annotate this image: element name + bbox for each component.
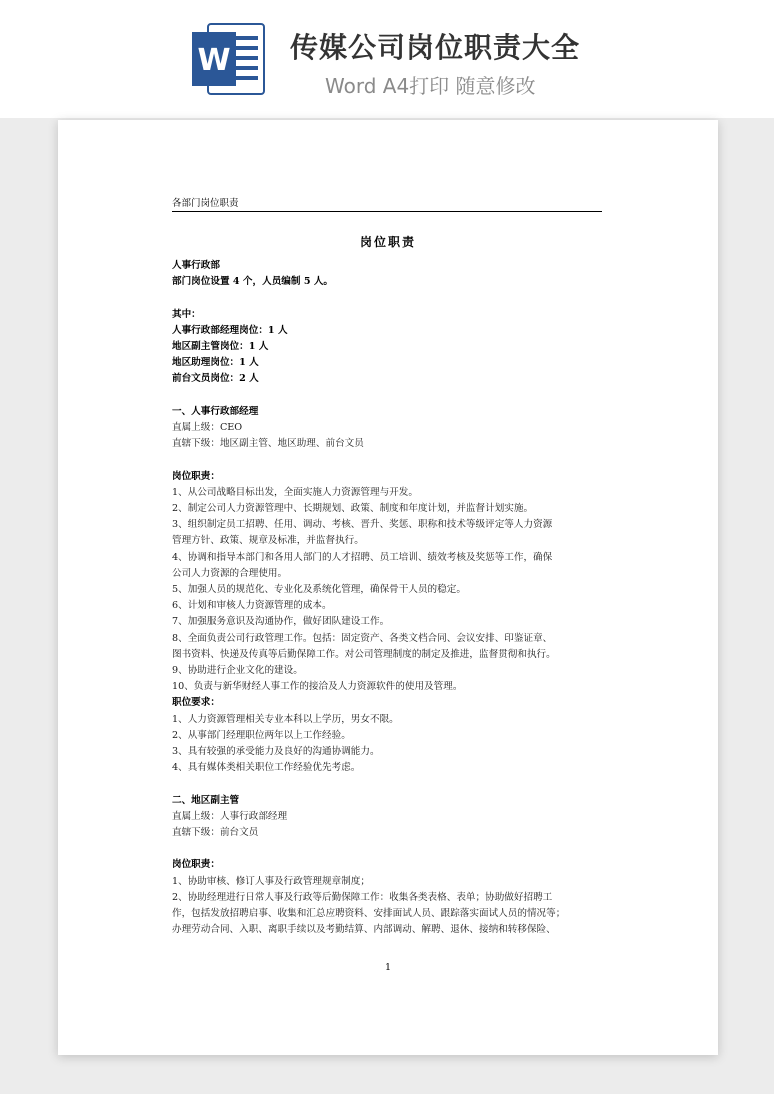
- word-icon-letter: W: [197, 43, 231, 78]
- text-line: 直属上级：人事行政部经理: [172, 810, 288, 822]
- word-document-icon: [190, 22, 266, 96]
- text-line: 8、全面负责公司行政管理工作。包括：固定资产、各类文档合同、会议安排、印鉴证章、: [172, 632, 553, 644]
- blank-line: [172, 452, 604, 468]
- blank-line: [172, 776, 604, 792]
- text-line: 4、具有媒体类相关职位工作经验优先考虑。: [172, 762, 361, 774]
- text-line: 10、负责与新华财经人事工作的接洽及人力资源软件的使用及管理。: [172, 681, 463, 693]
- text-line: 3、具有较强的承受能力及良好的沟通协调能力。: [172, 746, 380, 758]
- text-line: 3、组织制定员工招聘、任用、调动、考核、晋升、奖惩、职称和技术等级评定等人力资源: [172, 519, 553, 531]
- text-line: 4、协调和指导本部门和各用人部门的人才招聘、员工培训、绩效考核及奖惩等工作，确保: [172, 551, 553, 563]
- text-line: 直辖下级：前台文员: [172, 827, 259, 839]
- heading-line: 一、人事行政部经理: [172, 405, 259, 417]
- text-line: 5、加强人员的规范化、专业化及系统化管理，确保骨干人员的稳定。: [172, 584, 466, 596]
- text-line: 管理方针、政策、规章及标准，并监督执行。: [172, 535, 364, 547]
- document-body: [172, 258, 604, 938]
- document-page: [58, 120, 718, 1055]
- heading-line: 二、地区副主管: [172, 794, 240, 806]
- text-line: 7、加强服务意识及沟通协作，做好团队建设工作。: [172, 616, 390, 628]
- running-header: 各部门岗位职责: [172, 195, 602, 212]
- text-line: 直属上级：CEO: [172, 422, 243, 433]
- heading-line: 其中：: [172, 308, 201, 320]
- heading-line: 职位要求：: [172, 697, 220, 709]
- heading-line: 地区助理岗位：1 人: [172, 357, 259, 369]
- banner: [0, 0, 774, 118]
- blank-line: [172, 388, 604, 404]
- heading-line: 岗位职责：: [172, 470, 220, 482]
- page-number: 1: [384, 962, 392, 973]
- text-line: 1、协助审核、修订人事及行政管理规章制度；: [172, 875, 370, 887]
- text-line: 1、从公司战略目标出发，全面实施人力资源管理与开发。: [172, 486, 418, 498]
- heading-line: 人事行政部: [172, 260, 220, 271]
- heading-line: 部门岗位设置 4 个，人员编制 5 人。: [172, 276, 334, 288]
- heading-line: 人事行政部经理岗位：1 人: [172, 324, 288, 336]
- text-line: 6、计划和审核人力资源管理的成本。: [172, 600, 332, 612]
- heading-line: 前台文员岗位：2 人: [172, 373, 259, 385]
- blank-line: [172, 290, 604, 306]
- banner-title: 传媒公司岗位职责大全: [290, 31, 581, 64]
- text-line: 9、协助进行企业文化的建设。: [172, 665, 303, 677]
- heading-line: 地区副主管岗位：1 人: [172, 341, 269, 352]
- text-line: 2、制定公司人力资源管理中、长期规划、政策、制度和年度计划，并监督计划实施。: [172, 503, 534, 514]
- text-line: 2、从事部门经理职位两年以上工作经验。: [172, 729, 351, 741]
- blank-line: [172, 841, 604, 857]
- text-line: 1、人力资源管理相关专业本科以上学历，男女不限。: [172, 713, 399, 725]
- banner-subtitle: Word A4打印 随意修改: [325, 74, 536, 98]
- document-title: 岗位职责: [359, 235, 416, 249]
- text-line: 公司人力资源的合理使用。: [172, 567, 288, 579]
- text-line: 2、协助经理进行日常人事及行政等后勤保障工作：收集各类表格、表单；协助做好招聘工: [172, 891, 553, 903]
- text-line: 办理劳动合同、入职、离职手续以及考勤结算、内部调动、解聘、退休、接纳和转移保险、: [172, 924, 556, 936]
- heading-line: 岗位职责：: [172, 859, 220, 871]
- text-line: 作，包括发放招聘启事、收集和汇总应聘资料、安排面试人员、跟踪落实面试人员的情况等；: [172, 908, 566, 920]
- text-line: 直辖下级：地区副主管、地区助理、前台文员: [172, 438, 364, 450]
- text-line: 图书资料、快递及传真等后勤保障工作。对公司管理制度的制定及推进，监督贯彻和执行。: [172, 648, 556, 660]
